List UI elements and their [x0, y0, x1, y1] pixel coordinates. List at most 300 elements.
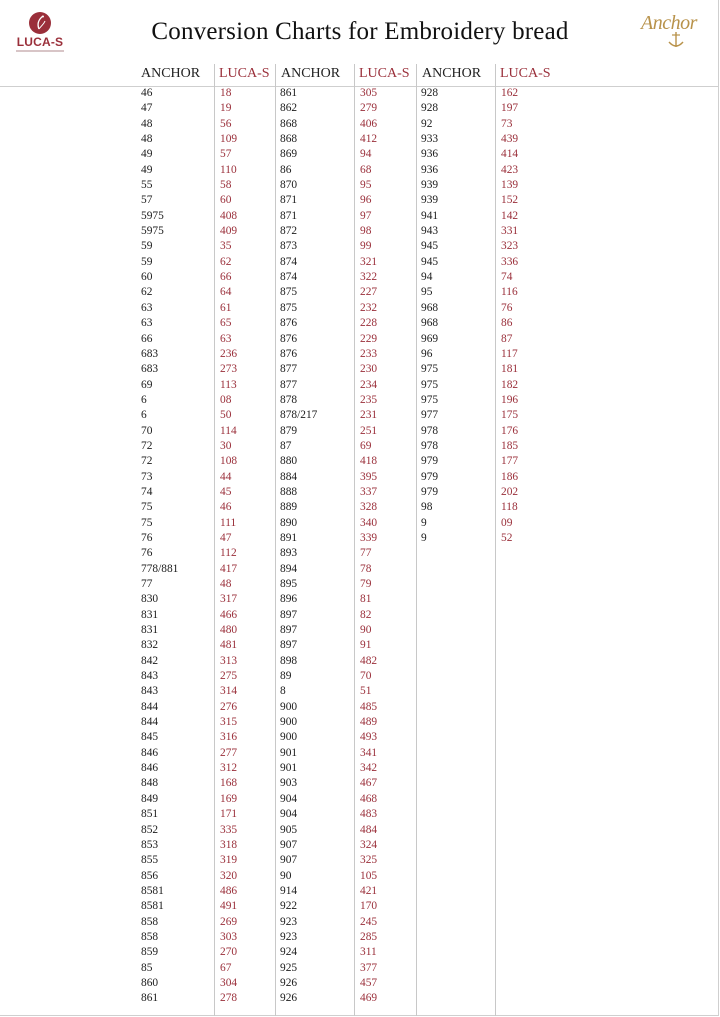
table-cell: 60	[141, 271, 153, 284]
table-cell: 318	[220, 838, 238, 851]
table-cell: 469	[360, 992, 378, 1005]
table-cell: 897	[280, 639, 298, 652]
table-cell: 76	[141, 531, 153, 544]
table-cell: 843	[141, 685, 159, 698]
table-cell: 142	[501, 209, 519, 222]
table-cell: 939	[421, 179, 439, 192]
table-cell: 969	[421, 332, 439, 345]
table-cell: 78	[360, 562, 372, 575]
table-cell: 59	[141, 240, 153, 253]
table-cell: 77	[141, 578, 153, 590]
table-cell: 868	[280, 133, 298, 146]
table-cell: 328	[360, 501, 378, 514]
table-cell: 18	[220, 87, 232, 99]
table-cell: 76	[501, 301, 513, 314]
table-cell: 74	[141, 485, 153, 498]
table-cell: 70	[141, 424, 153, 437]
table-cell: 683	[141, 347, 159, 360]
table-cell: 169	[220, 792, 238, 805]
table-cell: 86	[501, 317, 513, 330]
table-cell: 77	[360, 547, 372, 560]
table-cell: 968	[421, 301, 439, 314]
table-cell: 898	[280, 654, 298, 667]
table-cell: 879	[280, 424, 298, 437]
col5-values	[421, 86, 438, 546]
table-cell: 878/217	[280, 409, 318, 422]
table-cell: 900	[280, 731, 298, 744]
table-cell: 79	[360, 578, 372, 590]
column-divider	[495, 64, 496, 1016]
table-cell: 69	[360, 439, 372, 452]
table-cell: 58	[220, 179, 232, 192]
anchor-icon	[667, 30, 685, 50]
table-cell: 59	[141, 255, 153, 268]
table-cell: 63	[220, 332, 232, 345]
col3-header: ANCHOR	[281, 66, 341, 81]
table-cell: 236	[220, 347, 238, 360]
table-cell: 44	[220, 470, 232, 483]
table-cell: 162	[501, 87, 519, 99]
table-cell: 118	[501, 501, 518, 514]
table-cell: 409	[220, 225, 238, 238]
table-cell: 844	[141, 716, 159, 729]
table-cell: 489	[360, 716, 378, 729]
table-cell: 314	[220, 685, 238, 698]
table-cell: 90	[280, 869, 292, 882]
col4-header: LUCA-S	[359, 66, 410, 81]
table-cell: 924	[280, 946, 298, 959]
table-cell: 110	[220, 163, 237, 176]
table-cell: 979	[421, 470, 439, 483]
table-cell: 324	[360, 838, 378, 851]
table-cell: 85	[141, 961, 153, 974]
table-cell: 874	[280, 271, 298, 284]
table-cell: 08	[220, 393, 232, 406]
table-cell: 09	[501, 516, 513, 529]
table-cell: 75	[141, 501, 153, 514]
table-cell: 57	[220, 148, 232, 161]
table-cell: 914	[280, 884, 298, 897]
table-cell: 925	[280, 961, 298, 974]
table-cell: 873	[280, 240, 298, 253]
table-cell: 46	[220, 501, 232, 514]
table-cell: 269	[220, 915, 238, 928]
table-cell: 311	[360, 946, 377, 959]
table-cell: 468	[360, 792, 378, 805]
table-cell: 778/881	[141, 562, 179, 575]
table-cell: 87	[280, 439, 292, 452]
table-cell: 202	[501, 485, 519, 498]
table-cell: 51	[360, 685, 372, 698]
table-cell: 99	[360, 240, 372, 253]
table-cell: 45	[220, 485, 232, 498]
table-cell: 175	[501, 409, 519, 422]
table-cell: 683	[141, 363, 159, 376]
table-cell: 63	[141, 301, 153, 314]
page-title: Conversion Charts for Embroidery bread	[151, 18, 569, 45]
table-cell: 57	[141, 194, 153, 207]
table-cell: 858	[141, 930, 159, 943]
table-cell: 900	[280, 700, 298, 713]
table-cell: 977	[421, 409, 439, 422]
column-divider	[416, 64, 417, 1016]
table-cell: 341	[360, 746, 378, 759]
table-cell: 227	[360, 286, 378, 299]
table-cell: 877	[280, 363, 298, 376]
column-divider	[354, 64, 355, 1016]
table-cell: 979	[421, 455, 439, 468]
col2-header: LUCA-S	[219, 66, 270, 81]
table-cell: 60	[220, 194, 232, 207]
table-cell: 5975	[141, 225, 164, 238]
table-cell: 439	[501, 133, 519, 146]
table-cell: 8	[280, 685, 286, 698]
table-cell: 945	[421, 240, 439, 253]
table-cell: 168	[220, 777, 238, 790]
table-cell: 842	[141, 654, 159, 667]
table-cell: 270	[220, 946, 238, 959]
col3-values	[280, 86, 317, 1007]
table-cell: 276	[220, 700, 238, 713]
table-cell: 182	[501, 378, 519, 391]
table-cell: 312	[220, 762, 238, 775]
table-cell: 979	[421, 485, 439, 498]
table-cell: 74	[501, 271, 513, 284]
table-cell: 832	[141, 639, 159, 652]
lucas-logo-tagline	[16, 50, 64, 52]
table-cell: 421	[360, 884, 378, 897]
table-cell: 856	[141, 869, 159, 882]
table-cell: 197	[501, 102, 519, 115]
table-cell: 92	[421, 117, 433, 130]
table-cell: 945	[421, 255, 439, 268]
table-cell: 76	[141, 547, 153, 560]
table-cell: 285	[360, 930, 378, 943]
table-cell: 884	[280, 470, 298, 483]
table-cell: 69	[141, 378, 153, 391]
table-cell: 6	[141, 393, 147, 406]
table-cell: 91	[360, 639, 372, 652]
table-cell: 485	[360, 700, 378, 713]
table-cell: 139	[501, 179, 519, 192]
table-cell: 897	[280, 608, 298, 621]
table-cell: 52	[501, 531, 513, 544]
table-cell: 186	[501, 470, 519, 483]
table-cell: 336	[501, 255, 519, 268]
table-cell: 111	[220, 516, 237, 529]
table-cell: 152	[501, 194, 519, 207]
table-cell: 975	[421, 393, 439, 406]
table-cell: 96	[360, 194, 372, 207]
table-cell: 72	[141, 455, 153, 468]
table-cell: 273	[220, 363, 238, 376]
table-cell: 196	[501, 393, 519, 406]
table-cell: 895	[280, 578, 298, 590]
col4-values	[360, 86, 377, 1007]
table-cell: 888	[280, 485, 298, 498]
table-cell: 62	[141, 286, 153, 299]
table-cell: 47	[220, 531, 232, 544]
column-divider	[275, 64, 276, 1016]
table-cell: 72	[141, 439, 153, 452]
table-cell: 901	[280, 762, 298, 775]
table-cell: 851	[141, 808, 159, 821]
table-cell: 975	[421, 378, 439, 391]
table-cell: 171	[220, 808, 238, 821]
table-cell: 87	[501, 332, 513, 345]
lucas-logo-text: LUCA-S	[16, 35, 64, 49]
table-cell: 408	[220, 209, 238, 222]
table-cell: 936	[421, 148, 439, 161]
table-cell: 875	[280, 301, 298, 314]
table-cell: 831	[141, 608, 159, 621]
table-cell: 861	[280, 87, 298, 99]
table-cell: 858	[141, 915, 159, 928]
table-cell: 853	[141, 838, 159, 851]
table-cell: 480	[220, 624, 238, 637]
table-cell: 8581	[141, 884, 164, 897]
table-cell: 317	[220, 593, 238, 606]
table-cell: 73	[501, 117, 513, 130]
table-cell: 922	[280, 900, 298, 913]
table-cell: 412	[360, 133, 378, 146]
table-cell: 928	[421, 87, 439, 99]
table-cell: 843	[141, 670, 159, 683]
table-cell: 897	[280, 624, 298, 637]
table-cell: 978	[421, 439, 439, 452]
table-cell: 66	[141, 332, 153, 345]
table-cell: 377	[360, 961, 378, 974]
table-cell: 486	[220, 884, 238, 897]
table-cell: 893	[280, 547, 298, 560]
table-cell: 901	[280, 746, 298, 759]
table-cell: 339	[360, 531, 378, 544]
table-cell: 975	[421, 363, 439, 376]
table-cell: 871	[280, 209, 298, 222]
table-cell: 337	[360, 485, 378, 498]
table-cell: 457	[360, 976, 378, 989]
table-cell: 852	[141, 823, 159, 836]
table-cell: 98	[421, 501, 433, 514]
table-cell: 181	[501, 363, 519, 376]
table-cell: 325	[360, 854, 378, 867]
table-cell: 849	[141, 792, 159, 805]
table-cell: 876	[280, 347, 298, 360]
table-cell: 926	[280, 976, 298, 989]
table-cell: 68	[360, 163, 372, 176]
table-cell: 228	[360, 317, 378, 330]
table-cell: 903	[280, 777, 298, 790]
table-cell: 94	[360, 148, 372, 161]
table-cell: 112	[220, 547, 237, 560]
table-cell: 108	[220, 455, 238, 468]
table-cell: 846	[141, 746, 159, 759]
table-cell: 8581	[141, 900, 164, 913]
table-cell: 342	[360, 762, 378, 775]
table-cell: 928	[421, 102, 439, 115]
table-cell: 855	[141, 854, 159, 867]
table-cell: 316	[220, 731, 238, 744]
table-cell: 889	[280, 501, 298, 514]
table-cell: 97	[360, 209, 372, 222]
table-cell: 231	[360, 409, 378, 422]
table-cell: 5975	[141, 209, 164, 222]
table-cell: 320	[220, 869, 238, 882]
table-cell: 234	[360, 378, 378, 391]
table-cell: 482	[360, 654, 378, 667]
table-cell: 170	[360, 900, 378, 913]
table-cell: 894	[280, 562, 298, 575]
table-cell: 64	[220, 286, 232, 299]
table-cell: 113	[220, 378, 237, 391]
table-cell: 414	[501, 148, 519, 161]
table-cell: 303	[220, 930, 238, 943]
column-divider	[214, 64, 215, 1016]
table-cell: 19	[220, 102, 232, 115]
table-cell: 323	[501, 240, 519, 253]
table-cell: 861	[141, 992, 159, 1005]
table-cell: 483	[360, 808, 378, 821]
table-cell: 50	[220, 409, 232, 422]
table-cell: 491	[220, 900, 238, 913]
table-cell: 277	[220, 746, 238, 759]
table-cell: 900	[280, 716, 298, 729]
table-cell: 905	[280, 823, 298, 836]
table-cell: 96	[421, 347, 433, 360]
table-cell: 35	[220, 240, 232, 253]
table-cell: 56	[220, 117, 232, 130]
table-cell: 848	[141, 777, 159, 790]
table-cell: 94	[421, 271, 433, 284]
table-cell: 907	[280, 854, 298, 867]
table-cell: 62	[220, 255, 232, 268]
table-cell: 481	[220, 639, 238, 652]
col6-header: LUCA-S	[500, 66, 551, 81]
table-cell: 844	[141, 700, 159, 713]
table-cell: 235	[360, 393, 378, 406]
table-cell: 340	[360, 516, 378, 529]
table-cell: 30	[220, 439, 232, 452]
table-cell: 73	[141, 470, 153, 483]
table-cell: 904	[280, 792, 298, 805]
table-cell: 95	[360, 179, 372, 192]
table-cell: 939	[421, 194, 439, 207]
col5-header: ANCHOR	[422, 66, 482, 81]
table-cell: 279	[360, 102, 378, 115]
table-cell: 395	[360, 470, 378, 483]
table-cell: 46	[141, 87, 153, 99]
anchor-logo-text: Anchor	[641, 12, 697, 34]
table-cell: 870	[280, 179, 298, 192]
table-cell: 874	[280, 255, 298, 268]
table-cell: 978	[421, 424, 439, 437]
table-cell: 278	[220, 992, 238, 1005]
col6-values	[501, 86, 518, 546]
table-cell: 81	[360, 593, 372, 606]
table-cell: 418	[360, 455, 378, 468]
table-cell: 66	[220, 271, 232, 284]
table-cell: 943	[421, 225, 439, 238]
col1-values	[141, 86, 178, 1007]
table-cell: 305	[360, 87, 378, 99]
table-cell: 907	[280, 838, 298, 851]
table-cell: 878	[280, 393, 298, 406]
table-cell: 846	[141, 762, 159, 775]
table-cell: 896	[280, 593, 298, 606]
table-cell: 6	[141, 409, 147, 422]
table-cell: 95	[421, 286, 433, 299]
table-cell: 67	[220, 961, 232, 974]
table-cell: 876	[280, 317, 298, 330]
table-cell: 304	[220, 976, 238, 989]
table-cell: 830	[141, 593, 159, 606]
table-cell: 109	[220, 133, 238, 146]
table-cell: 89	[280, 670, 292, 683]
table-cell: 229	[360, 332, 378, 345]
table-cell: 968	[421, 317, 439, 330]
table-cell: 860	[141, 976, 159, 989]
table-cell: 245	[360, 915, 378, 928]
table-cell: 63	[141, 317, 153, 330]
table-cell: 98	[360, 225, 372, 238]
table-cell: 75	[141, 516, 153, 529]
table-cell: 322	[360, 271, 378, 284]
table-cell: 869	[280, 148, 298, 161]
table-cell: 467	[360, 777, 378, 790]
table-cell: 331	[501, 225, 519, 238]
table-cell: 49	[141, 163, 153, 176]
table-cell: 230	[360, 363, 378, 376]
table-cell: 423	[501, 163, 519, 176]
table-cell: 86	[280, 163, 292, 176]
table-cell: 117	[501, 347, 518, 360]
table-cell: 890	[280, 516, 298, 529]
col1-header: ANCHOR	[141, 66, 201, 81]
table-cell: 48	[141, 117, 153, 130]
table-cell: 933	[421, 133, 439, 146]
table-cell: 55	[141, 179, 153, 192]
table-cell: 484	[360, 823, 378, 836]
table-cell: 845	[141, 731, 159, 744]
table-cell: 315	[220, 716, 238, 729]
table-cell: 880	[280, 455, 298, 468]
table-cell: 9	[421, 516, 427, 529]
table-cell: 923	[280, 930, 298, 943]
table-cell: 61	[220, 301, 232, 314]
anchor-logo	[641, 12, 711, 56]
table-cell: 923	[280, 915, 298, 928]
table-cell: 877	[280, 378, 298, 391]
table-cell: 926	[280, 992, 298, 1005]
table-cell: 65	[220, 317, 232, 330]
table-cell: 871	[280, 194, 298, 207]
table-cell: 936	[421, 163, 439, 176]
table-cell: 872	[280, 225, 298, 238]
table-cell: 114	[220, 424, 237, 437]
table-cell: 47	[141, 102, 153, 115]
table-cell: 9	[421, 531, 427, 544]
table-cell: 233	[360, 347, 378, 360]
table-cell: 875	[280, 286, 298, 299]
table-cell: 417	[220, 562, 238, 575]
table-cell: 90	[360, 624, 372, 637]
table-cell: 859	[141, 946, 159, 959]
table-cell: 904	[280, 808, 298, 821]
table-cell: 868	[280, 117, 298, 130]
table-cell: 177	[501, 455, 519, 468]
table-cell: 70	[360, 670, 372, 683]
table-cell: 493	[360, 731, 378, 744]
